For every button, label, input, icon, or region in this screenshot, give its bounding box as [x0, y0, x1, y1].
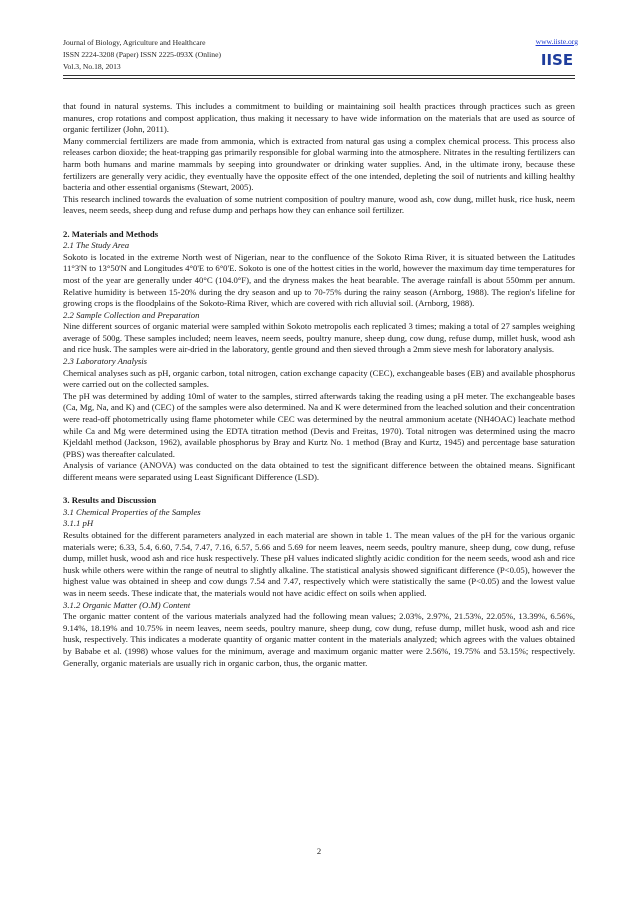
section-heading: 2. Materials and Methods — [63, 228, 159, 239]
journal-url-link[interactable]: www.iiste.org — [535, 37, 578, 46]
volume-line: Vol.3, No.18, 2013 — [63, 62, 121, 71]
section-gap — [63, 217, 575, 229]
article-body — [63, 101, 575, 669]
iiste-logo — [538, 48, 576, 70]
body-paragraph: that found in natural systems. This includes a commitment to building or maintaining soil health practices through practices such as green manures, crop rotations and compost application, thus making it necessary to have wide information on the materials that are used as source of organic fertilizer (John, 2011). — [63, 101, 575, 135]
body-paragraph: Sokoto is located in the extreme North west of Nigerian, near to the confluence of the Sokoto Rima River, it is situated between the Latitudes 11°3'N to 13°50'N and Longitudes 4°0'E to 6°0'E. Sokoto is one of the hottest cities in the world, however the maximum day time temperatures for most of the year are generally under 40°C (104.0°F), and the dryness makes the heat bearable. The average rainfall is about 550mm per annum. Relative humidity is between 15-20% during the dry season and up to 70-75% during the rainy season (Arnborg, 1988). The region's lifeline for growing crops is the floodplains of the Sokoto-Rima River, which are covered with rich alluvial soil. (Arnborg, 1988). — [63, 251, 575, 309]
body-paragraph: Many commercial fertilizers are made from ammonia, which is extracted from natural gas using a complex chemical process. This process also releases carbon dioxide; the heat-trapping gas primarily responsible for global warming into the atmosphere. Nitrates in the resulting fertilizers can harm both humans and marine mammals by seeping into groundwater or drinking water supplies. And, in the ultimate irony, because these fertilizers are generally very acidic, they eventually have the opposite effect of the one intended, depleting the soil of nutrients and killing healthy bacteria and other essential organisms (Stewart, 2005). — [63, 135, 575, 193]
page-number: 2 — [316, 846, 322, 856]
header-rule-top — [63, 75, 575, 76]
journal-title: Journal of Biology, Agriculture and Healthcare — [63, 38, 206, 47]
body-paragraph: Chemical analyses such as pH, organic carbon, total nitrogen, cation exchange capacity (CEC), exchangeable bases (EB) and available phosphorus were carried out on the collected samples. — [63, 367, 575, 390]
subsection-heading: 3.1.2 Organic Matter (O.M) Content — [63, 599, 191, 610]
body-paragraph: The pH was determined by adding 10ml of water to the samples, stirred afterwards taking the reading using a pH meter. The exchangeable bases (Ca, Mg, Na, and K) and (CEC) of the samples were also determined. Na and K were determined from the leached solution and their concentration were read-off photometrically using flame photometer while CEC was determined by the neutral ammonium acetate (NH4OAC) leachate method while Ca and Mg were determined using the EDTA titration method (Devis and Freitas, 1970). Total nitrogen was determined using the macro Kjeldahl method (Jackson, 1962), available phosphorus by Bray and Kurtz No. 1 method (Bray and Kurtz, 1945) and percentage base saturation (PBS) was thereafter calculated. — [63, 390, 575, 459]
subsection-heading: 3.1 Chemical Properties of the Samples — [63, 506, 201, 517]
logo-text: IISE — [540, 51, 574, 69]
subsection-heading: 2.1 The Study Area — [63, 240, 130, 251]
body-paragraph: Analysis of variance (ANOVA) was conducted on the data obtained to test the significant difference between the obtained means. Significant different means were separated using Least Significant Difference (LSD). — [63, 460, 575, 482]
subsection-heading: 2.2 Sample Collection and Preparation — [63, 309, 200, 320]
body-paragraph: Nine different sources of organic material were sampled within Sokoto metropolis each replicated 3 times; making a total of 27 samples weighing average of 500g. These samples included; neem leaves, neem seeds, poultry manure, sheep dung, cow dung, refuse dump, millet husk, wood ash and rice husk. The samples were air-dried in the laboratory, gentle ground and then sieved through a 2mm sieve mesh for laboratory analysis. — [63, 321, 575, 355]
issn-line: ISSN 2224-3208 (Paper) ISSN 2225-093X (Online) — [63, 50, 221, 59]
body-paragraph: Results obtained for the different parameters analyzed in each material are shown in table 1. The mean values of the pH for the various organic materials were; 6.33, 5.4, 6.60, 7.54, 7.47, 7.16, 6.57, 5.66 and 5.69 for neem leaves, neem seeds, poultry manure, sheep dung, cow dung, refuse dump, millet husk, wood ash and rice husk respectively. These pH values indicated slightly acidic condition for the neem seeds, wood ash and rice husk while others were within the range of neutral to slightly alkaline. The statistical analysis showed significant difference (P<0.05), however the highest value was obtained in sheep and cow dungs 7.54 and 7.47, respectively which were statistically the same (P<0.05) and the lowest value was in neem seeds. These indicate that, the materials would not have acidic effect on soils when applied. — [63, 529, 575, 598]
header-rule-bottom — [63, 78, 575, 79]
body-paragraph: The organic matter content of the various materials analyzed had the following mean values; 2.03%, 2.97%, 21.53%, 22.05%, 13.39%, 6.56%, 9.14%, 18.19% and 10.75% in neem leaves, neem seeds, poultry manure, sheep dung, cow dung, refuse dump, millet husk, wood ash and rice husk, respectively. This indicates a moderate quantity of organic matter content in the materials analyzed; which agrees with the values obtained by Bababe et al. (1998) whose values for the minimum, average and maximum organic matter were 2.56%, 19.75% and 53.15%; respectively. Generally, organic materials are usually rich in organic carbon, thus, the organic matter. — [63, 611, 575, 668]
section-gap — [63, 484, 575, 496]
subsection-heading: 3.1.1 pH — [63, 518, 94, 529]
section-heading: 3. Results and Discussion — [63, 495, 157, 506]
body-paragraph: This research inclined towards the evaluation of some nutrient composition of poultry manure, wood ash, cow dung, millet husk, rice husk, neem leaves, neem seeds, sheep dung and refuse dump and perhaps how they can enhance soil fertilizer. — [63, 193, 575, 216]
subsection-heading: 2.3 Laboratory Analysis — [63, 356, 148, 367]
